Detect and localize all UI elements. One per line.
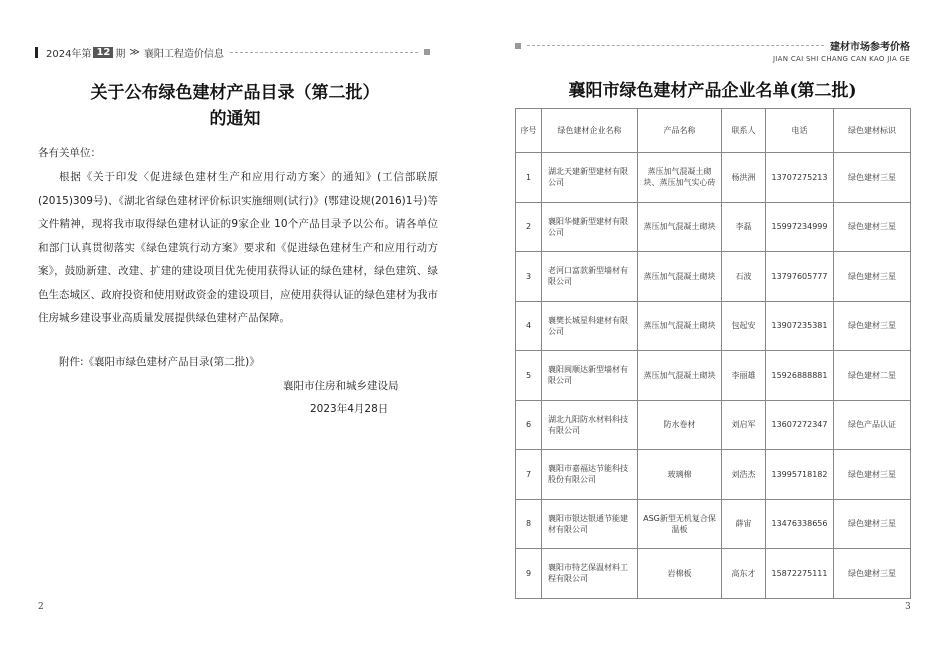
cell-contact: 薛宙 <box>722 499 766 549</box>
cell-phone: 15872275111 <box>766 549 834 599</box>
cell-company: 老河口富款新型墙材有限公司 <box>542 252 638 302</box>
cell-product: 蒸压加气混凝土砌块、蒸压加气实心砖 <box>638 153 722 203</box>
cell-phone: 13907235381 <box>766 301 834 351</box>
cell-no: 6 <box>516 400 542 450</box>
cell-no: 2 <box>516 202 542 252</box>
cell-phone: 15997234999 <box>766 202 834 252</box>
cell-phone: 13995718182 <box>766 450 834 500</box>
notice-title-line1: 关于公布绿色建材产品目录（第二批） <box>90 83 380 103</box>
cell-label: 绿色建材三星 <box>834 202 911 252</box>
cell-contact: 李丽雄 <box>722 351 766 401</box>
cell-company: 襄阳市银达银通节能建材有限公司 <box>542 499 638 549</box>
cell-no: 9 <box>516 549 542 599</box>
page-number-right: 3 <box>905 602 911 612</box>
cell-company: 襄阳市特艺保温材料工程有限公司 <box>542 549 638 599</box>
cell-contact: 李磊 <box>722 202 766 252</box>
right-header <box>515 38 910 63</box>
page-number-left: 2 <box>38 602 44 612</box>
cell-label: 绿色产品认证 <box>834 400 911 450</box>
cell-contact: 石波 <box>722 252 766 302</box>
header-arrows-icon: ≫ <box>129 46 140 58</box>
table-row <box>516 252 911 302</box>
cell-company: 襄樊长城星科建材有限公司 <box>542 301 638 351</box>
header-square-icon <box>424 49 430 55</box>
cell-contact: 杨洪洲 <box>722 153 766 203</box>
column-header-no: 序号 <box>516 109 542 153</box>
cell-company: 襄阳闽顺达新型墙材有限公司 <box>542 351 638 401</box>
cell-product: 蒸压加气混凝土砌块 <box>638 202 722 252</box>
header-source: 襄阳工程造价信息 <box>143 48 224 60</box>
cell-label: 绿色建材三星 <box>834 153 911 203</box>
cell-contact: 刘浩杰 <box>722 450 766 500</box>
header-issue-number: 12 <box>93 47 113 58</box>
notice-title-line2: 的通知 <box>209 109 261 129</box>
cell-label: 绿色建材三星 <box>834 549 911 599</box>
header-section-title: 建材市场参考价格 <box>830 42 910 53</box>
cell-no: 7 <box>516 450 542 500</box>
table-row <box>516 499 911 549</box>
cell-phone: 13607272347 <box>766 400 834 450</box>
table-row <box>516 301 911 351</box>
cell-phone: 13707275213 <box>766 153 834 203</box>
cell-label: 绿色建材三星 <box>834 499 911 549</box>
header-bar-marker <box>35 47 38 58</box>
table-row <box>516 549 911 599</box>
notice-date: 2023年4月28日 <box>310 403 389 415</box>
cell-product: 玻璃棉 <box>638 450 722 500</box>
header-year: 2024年第 <box>46 48 92 60</box>
cell-company: 襄阳市嘉福达节能科技股份有限公司 <box>542 450 638 500</box>
company-list-title: 襄阳市绿色建材产品企业名单(第二批) <box>568 81 857 101</box>
cell-label: 绿色建材三星 <box>834 252 911 302</box>
notice-issuer: 襄阳市住房和城乡建设局 <box>283 380 399 392</box>
column-header-label: 绿色建材标识 <box>834 109 911 153</box>
left-header <box>35 44 430 60</box>
cell-label: 绿色建材三星 <box>834 301 911 351</box>
cell-phone: 13797605777 <box>766 252 834 302</box>
cell-contact: 包起安 <box>722 301 766 351</box>
table-row <box>516 351 911 401</box>
cell-no: 5 <box>516 351 542 401</box>
cell-product: 防水卷材 <box>638 400 722 450</box>
right-page <box>475 0 950 645</box>
cell-product: 蒸压加气混凝土砌块 <box>638 301 722 351</box>
cell-no: 3 <box>516 252 542 302</box>
cell-company: 湖北九阳防水材料科技有限公司 <box>542 400 638 450</box>
cell-no: 1 <box>516 153 542 203</box>
table-row <box>516 202 911 252</box>
table-row <box>516 400 911 450</box>
column-header-phone: 电话 <box>766 109 834 153</box>
notice-attachment: 附件:《襄阳市绿色建材产品目录(第二批)》 <box>59 356 260 368</box>
table-row <box>516 153 911 203</box>
cell-contact: 刘启军 <box>722 400 766 450</box>
company-table <box>515 108 911 599</box>
cell-no: 4 <box>516 301 542 351</box>
cell-product: ASG新型无机复合保温板 <box>638 499 722 549</box>
header-issue-suffix: 期 <box>115 48 126 60</box>
header-dotted-rule <box>230 52 418 53</box>
cell-product: 蒸压加气混凝土砌块 <box>638 252 722 302</box>
notice-salutation: 各有关单位： <box>38 147 101 159</box>
notice-paragraph: 根据《关于印发〈促进绿色建材生产和应用行动方案〉的通知》(工信部联原(2015)309号)、《湖北省绿色建材评价标识实施细则(试行)》(鄂建设规(2016)1号)等文件精神，现将我市取得绿色建材认证的9家企业 10个产品目录予以公布。请各单位和部门认真贯彻落实《绿色建筑行动方案》要求和《促进绿色建材生产和应用行动方案》，鼓励新建、改建、扩建的建设项目优先使用获得认证的绿色建材，绿色建筑、绿色生态城区、政府投资和使用财政资金的建设项目，应使用获得认证的绿色建材为我市住房城乡建设事业高质量发展提供绿色建材产品保障。 <box>38 171 438 324</box>
cell-phone: 13476338656 <box>766 499 834 549</box>
cell-product: 岩棉板 <box>638 549 722 599</box>
column-header-product: 产品名称 <box>638 109 722 153</box>
cell-no: 8 <box>516 499 542 549</box>
cell-phone: 15926888881 <box>766 351 834 401</box>
column-header-company: 绿色建材企业名称 <box>542 109 638 153</box>
header-dotted-rule <box>527 45 824 46</box>
cell-product: 蒸压加气混凝土砌块 <box>638 351 722 401</box>
table-row <box>516 450 911 500</box>
cell-label: 绿色建材三星 <box>834 450 911 500</box>
table-header-row <box>516 109 911 153</box>
cell-contact: 高东才 <box>722 549 766 599</box>
cell-label: 绿色建材二星 <box>834 351 911 401</box>
cell-company: 湖北天建新型建材有限公司 <box>542 153 638 203</box>
header-square-icon <box>515 43 521 49</box>
header-section-pinyin: JIAN CAI SHI CHANG CAN KAO JIA GE <box>772 55 910 63</box>
cell-company: 襄阳华健新型建材有限公司 <box>542 202 638 252</box>
column-header-contact: 联系人 <box>722 109 766 153</box>
